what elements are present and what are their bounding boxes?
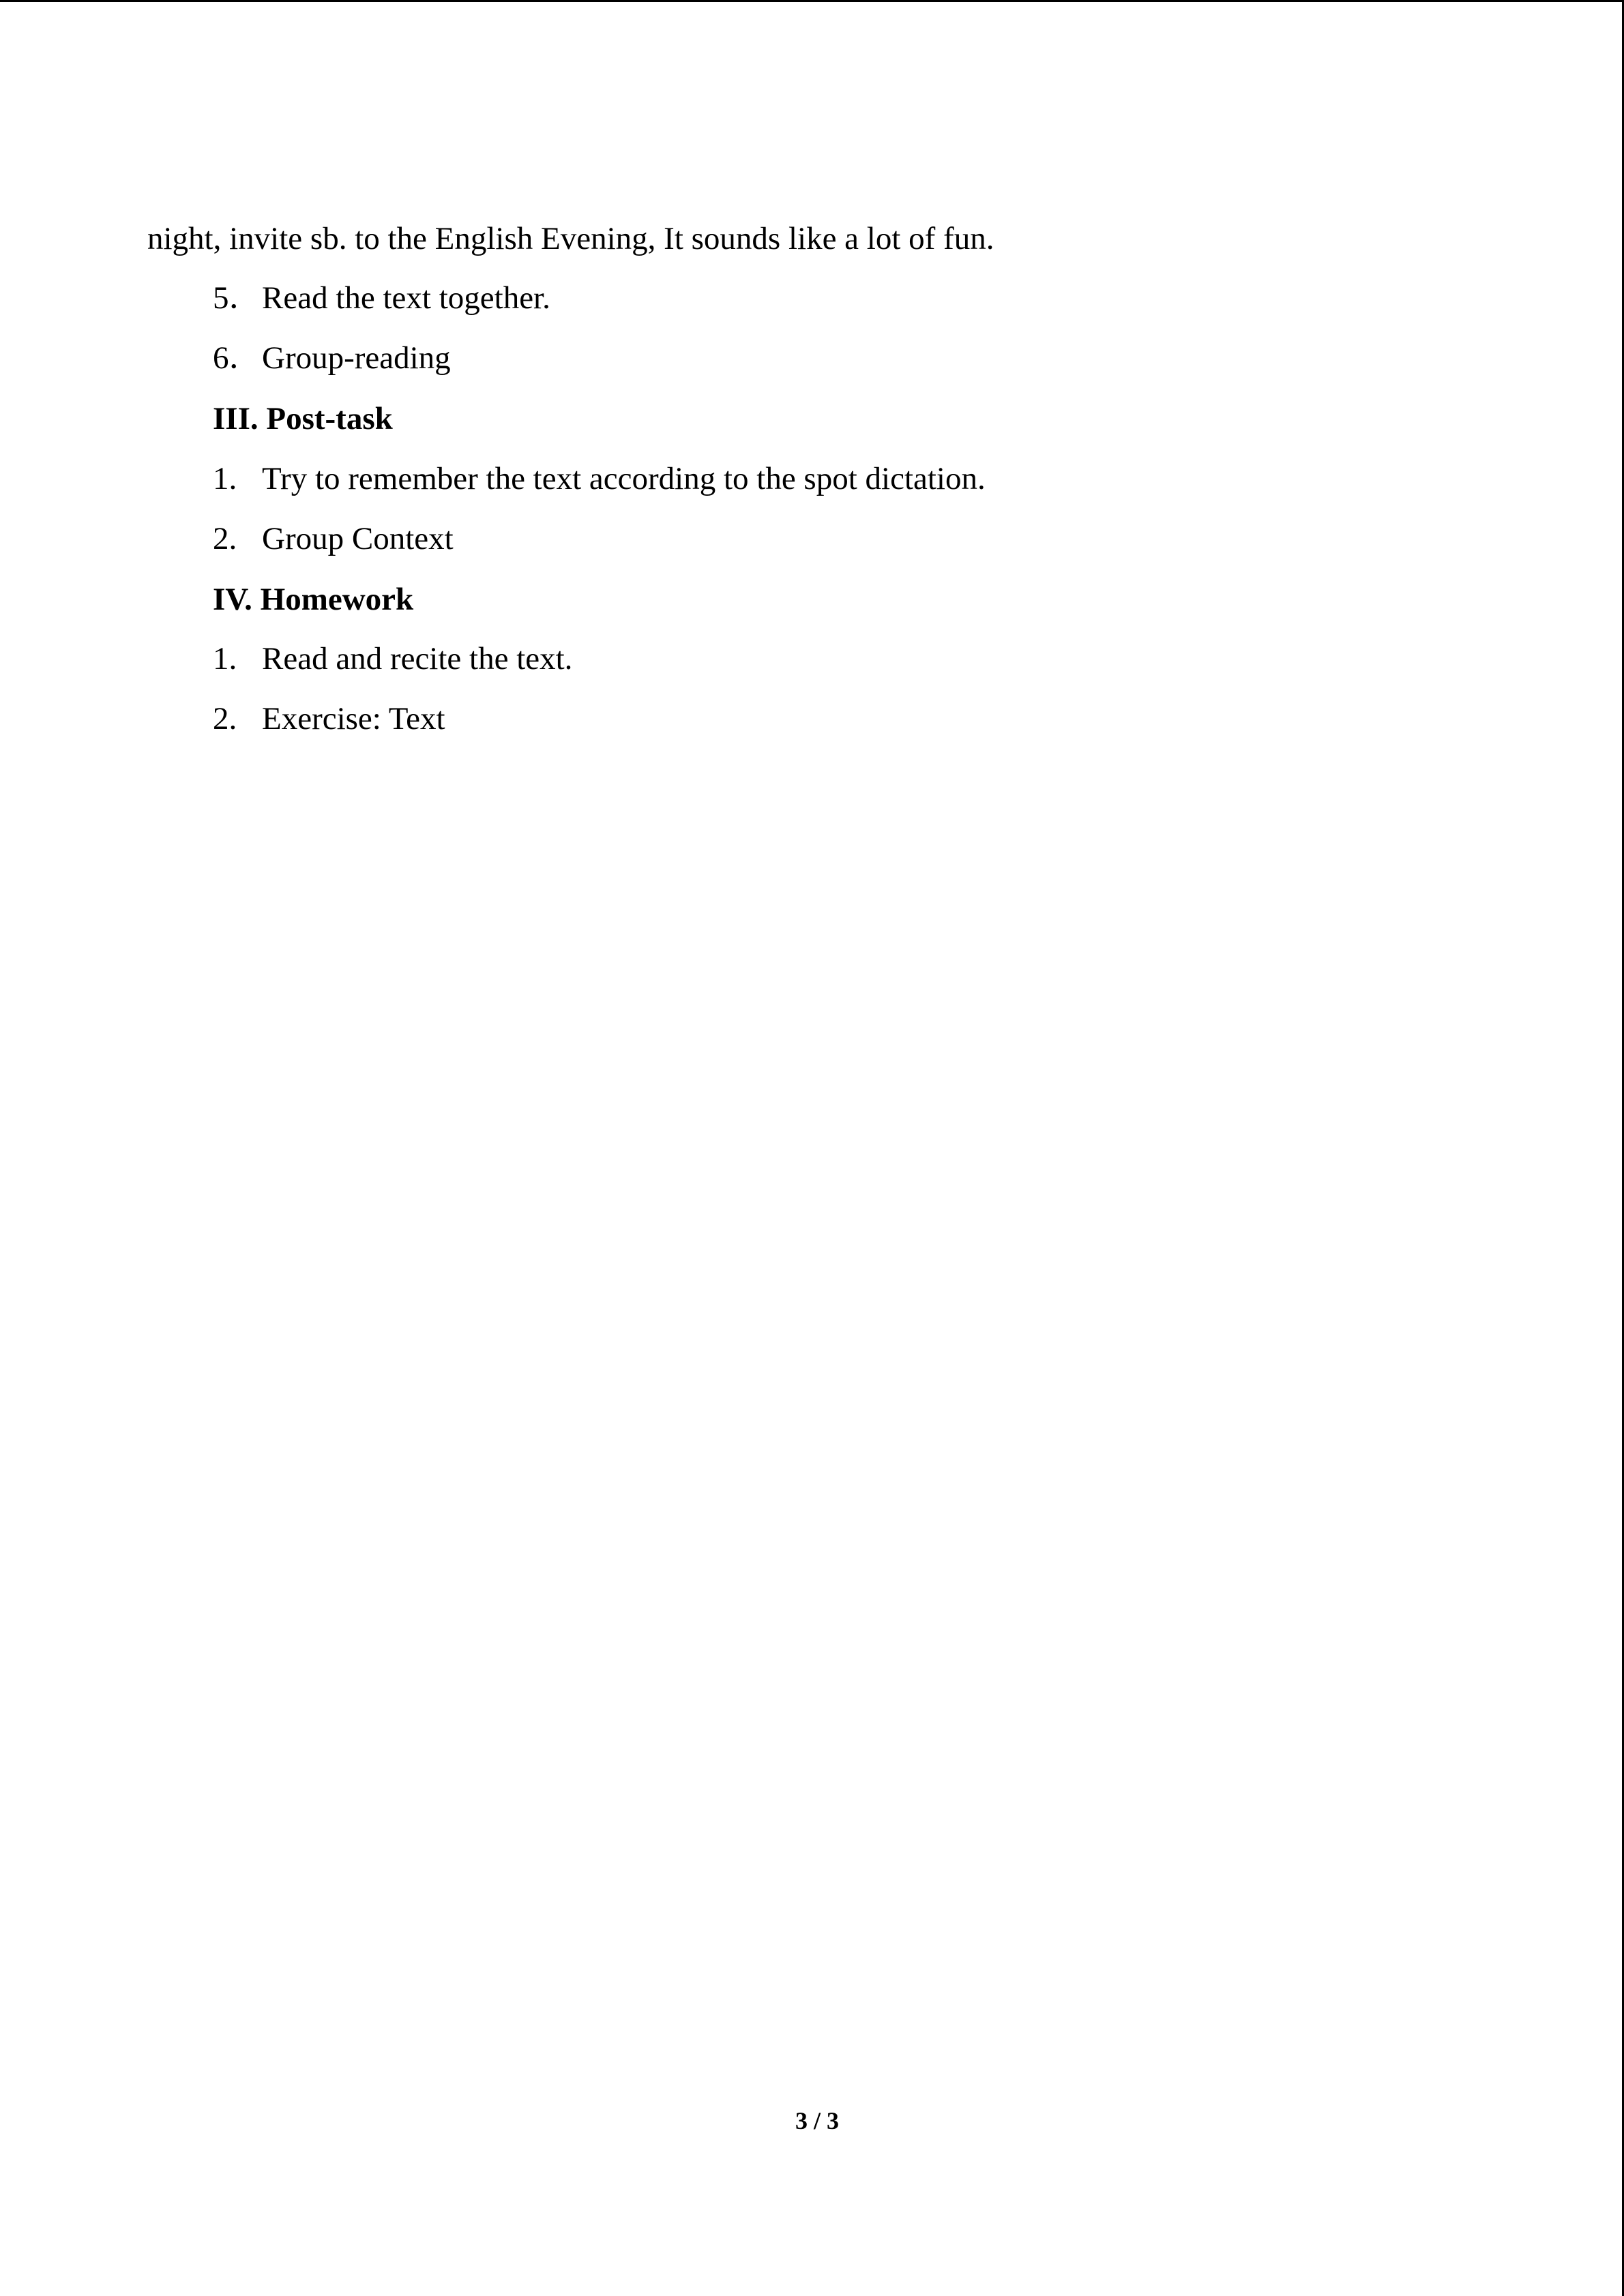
post-task-item-text-2: Group Context	[262, 521, 454, 556]
step-number-5: 5．	[213, 280, 261, 316]
step-text-6: Group-reading	[262, 340, 451, 376]
homework-item-number-2: 2.	[213, 701, 237, 736]
post-task-item-number-1: 1.	[213, 461, 237, 496]
post-task-item-number-2: 2.	[213, 521, 237, 556]
post-task-item-text-1: Try to remember the text according to the spot dictation.	[262, 461, 986, 496]
homework-item-text-2: Exercise: Text	[262, 701, 445, 736]
homework-heading: IV. Homework	[213, 582, 414, 617]
step-text-5: Read the text together.	[262, 280, 550, 316]
page-border-top	[0, 0, 1624, 2]
page-number: 3 / 3	[795, 2107, 840, 2134]
continuation-line: night, invite sb. to the English Evening, It sounds like a lot of fun.	[147, 221, 994, 256]
homework-item-text-1: Read and recite the text.	[262, 641, 573, 676]
step-number-6: 6．	[213, 340, 261, 376]
post-task-heading: III. Post-task	[213, 401, 393, 436]
homework-item-number-1: 1.	[213, 641, 237, 676]
